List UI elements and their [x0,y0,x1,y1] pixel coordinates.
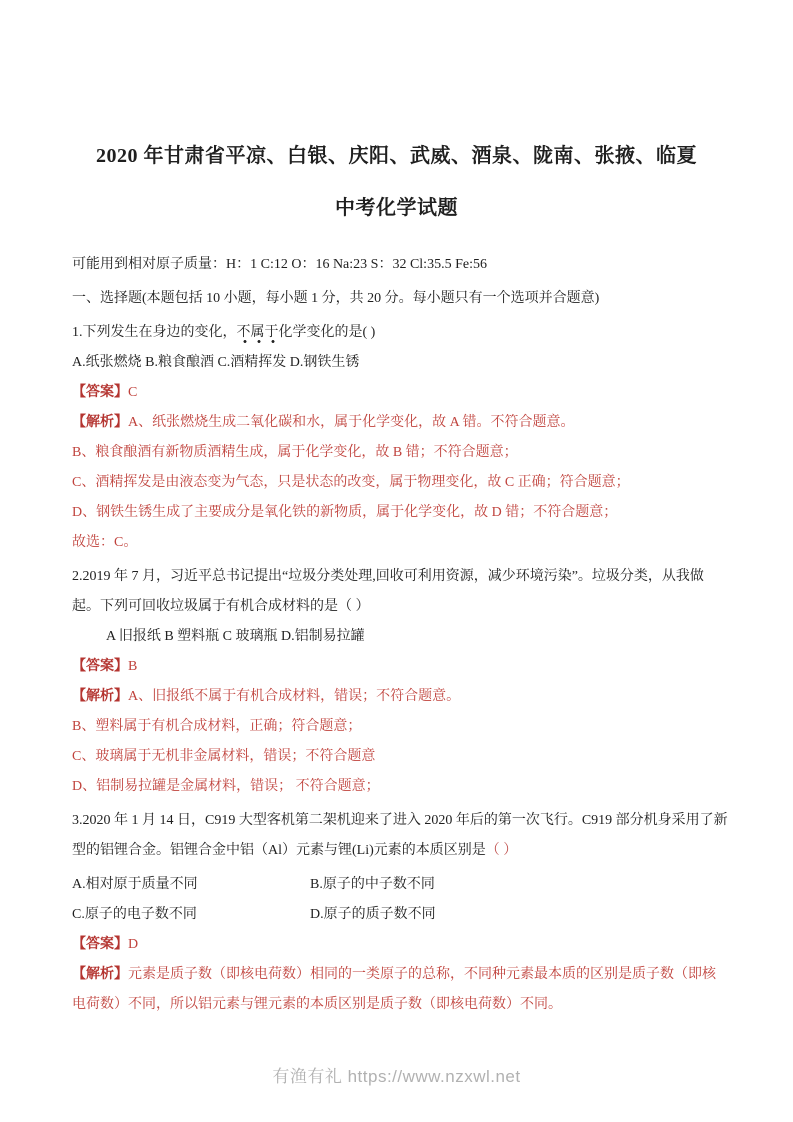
question-2-answer [72,652,721,682]
question-3-answer [72,930,721,960]
question-2-analysis-line [72,682,721,712]
question-1-stem-post: 化学变化的是( ) [278,325,376,340]
question-1-answer [72,378,721,408]
question-1-analysis-line: D、钢铁生锈生成了主要成分是氧化铁的新物质，属于化学变化，故 D 错；不符合题意； [72,505,618,520]
question-3-answer-parens: （ ） [485,843,518,858]
analysis-text: A、纸张燃烧生成二氧化碳和水，属于化学变化，故 A 错。不符合题意。 [128,415,575,430]
exam-title [72,130,721,234]
question-3-option-a: A.相对原于质量不同 [72,877,198,892]
answer-value: C [128,385,138,400]
question-1-analysis-line: C、酒精挥发是由液态变为气态，只是状态的改变，属于物理变化，故 C 正确；符合题意； [72,475,630,490]
question-3-analysis-line [72,960,721,990]
question-3-analysis-line: 电荷数）不同，所以铝元素与锂元素的本质区别是质子数（即核电荷数）不同。 [72,997,562,1012]
question-3-option-b: B.原子的中子数不同 [310,877,435,892]
question-3-options-row2 [72,900,721,930]
exam-body [72,250,728,1020]
answer-value: B [128,659,138,674]
answer-value: D [128,937,139,952]
question-2-options: A 旧报纸 B 塑料瓶 C 玻璃瓶 D.铝制易拉罐 [106,629,365,644]
exam-title-line2: 中考化学试题 [335,197,458,219]
question-2-analysis-line: C、玻璃属于无机非金属材料，错误；不符合题意 [72,749,376,764]
section-header: 一、选择题(本题包括 10 小题，每小题 1 分，共 20 分。每小题只有一个选项并合题意) [72,291,600,306]
question-1-analysis-line [72,408,721,438]
answer-label: 【答案】 [72,385,128,400]
question-1-analysis-line: B、粮食酿酒有新物质酒精生成，属于化学变化，故 B 错；不符合题意； [72,445,518,460]
question-3-stem-text: 型的铝锂合金。铝锂合金中铝（Al）元素与锂(Li)元素的本质区别是 [72,843,486,858]
site-watermark: 有渔有礼 https://www.nzxwl.net [272,1067,521,1086]
question-1-stem [72,318,721,348]
question-3-option-d: D.原子的质子数不同 [310,907,436,922]
question-2-stem-line1: 2.2019 年 7 月，习近平总书记提出“垃圾分类处理,回收可利用资源，减少环境污染”。垃圾分类，从我做 [72,569,704,584]
exam-title-line1: 2020 年甘肃省平凉、白银、庆阳、武威、酒泉、陇南、张掖、临夏 [96,145,697,167]
analysis-label: 【解析】 [72,967,128,982]
question-2-stem-line2: 起。下列可回收垃圾属于有机合成材料的是（ ） [72,599,370,614]
analysis-label: 【解析】 [72,689,128,704]
question-3-option-c: C.原子的电子数不同 [72,907,197,922]
analysis-text: 元素是质子数（即核电荷数）相同的一类原子的总称，不同种元素最本质的区别是质子数（即核 [128,967,716,982]
question-1-options: A.纸张燃烧 B.粮食酿酒 C.酒精挥发 D.钢铁生锈 [72,355,360,370]
atomic-masses-line: 可能用到相对原子质量：H：1 C:12 O：16 Na:23 S：32 Cl:35.5 Fe:56 [72,257,487,272]
answer-label: 【答案】 [72,659,128,674]
question-3-stem-line1: 3.2020 年 1 月 14 日，C919 大型客机第二架机迎来了进入 2020 年后的第一次飞行。C919 部分机身采用了新 [72,813,728,828]
analysis-text: A、旧报纸不属于有机合成材料，错误；不符合题意。 [128,689,461,704]
question-1-stem-emphasized: 不属于 [237,325,279,344]
question-2-analysis-line: B、塑料属于有机合成材料，正确；符合题意； [72,719,362,734]
analysis-label: 【解析】 [72,415,128,430]
question-1-analysis-conclusion: 故选：C。 [72,535,138,550]
question-3-stem-line2 [72,836,721,866]
answer-label: 【答案】 [72,937,128,952]
question-3-options-row1 [72,870,721,900]
question-1-stem-pre: 1.下列发生在身边的变化， [72,325,237,340]
question-2-analysis-line: D、铝制易拉罐是金属材料，错误； 不符合题意； [72,779,380,794]
